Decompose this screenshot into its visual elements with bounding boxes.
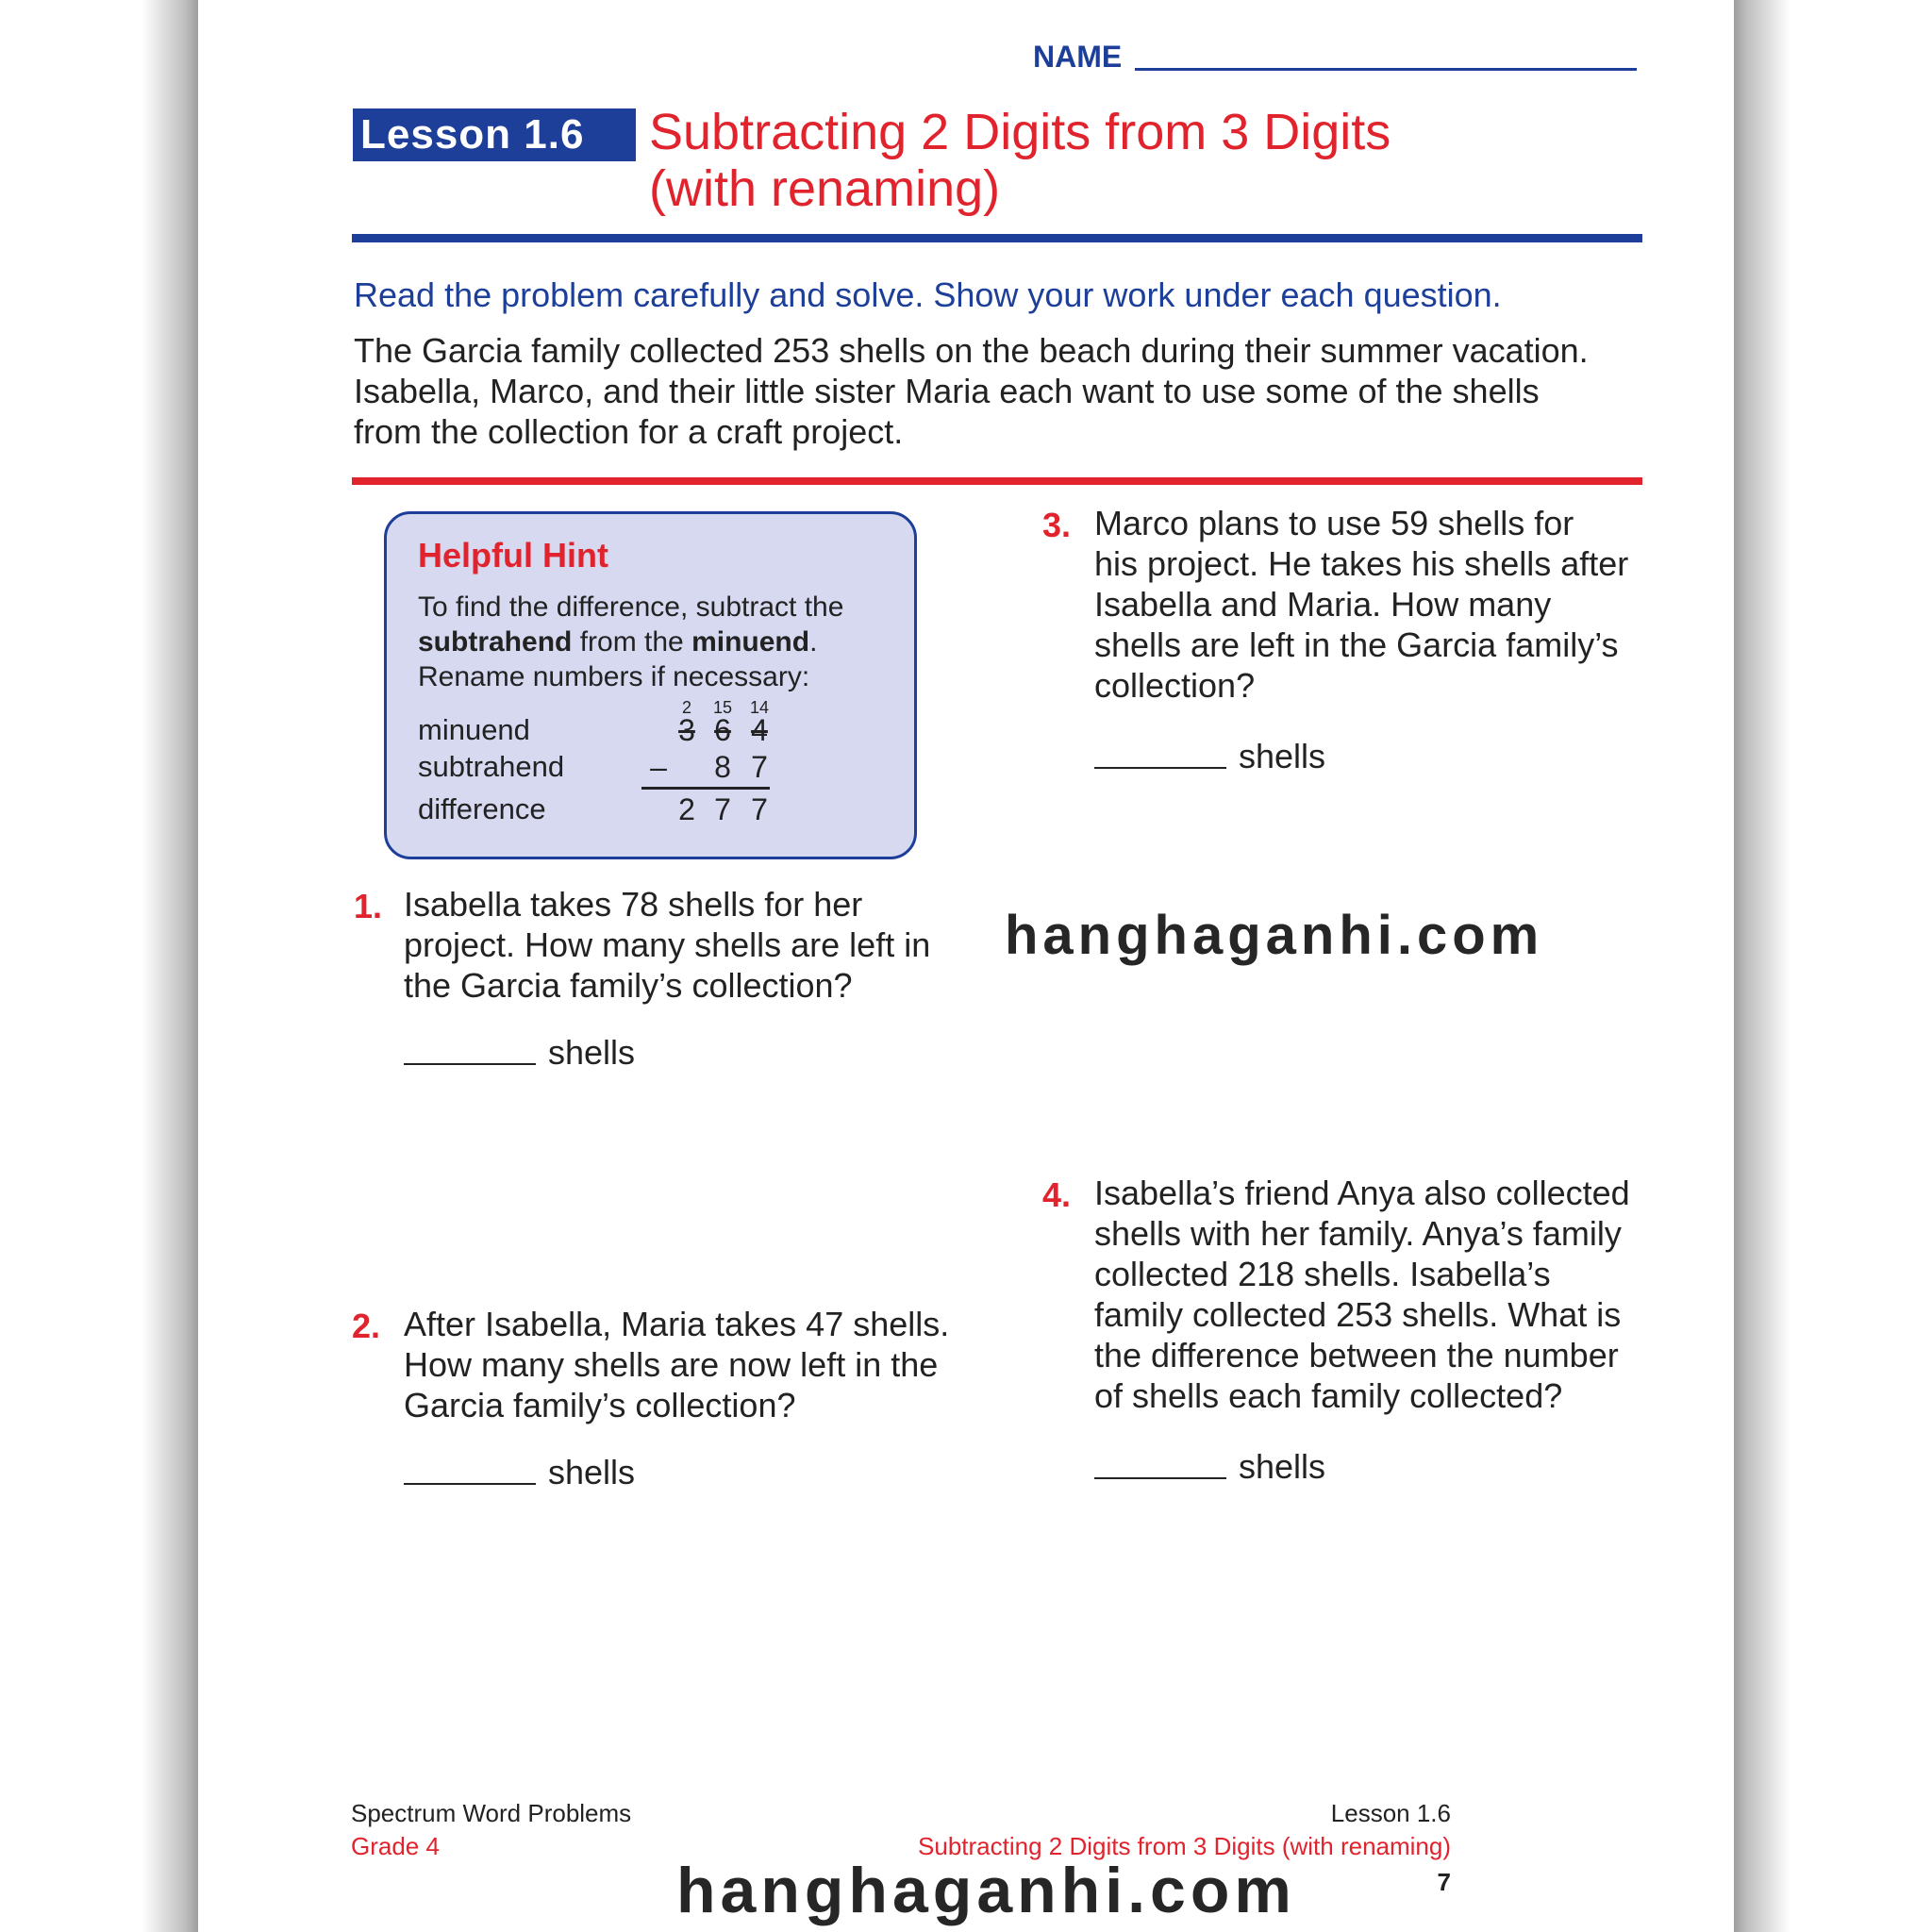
- title-line-1: Subtracting 2 Digits from 3 Digits: [649, 104, 1391, 160]
- question-2-answer-blank[interactable]: [404, 1483, 536, 1485]
- question-3-line: Isabella and Maria. How many: [1094, 585, 1552, 624]
- intro-paragraph: [354, 330, 1646, 452]
- renamed-digit-ones: 14: [749, 698, 770, 717]
- question-4-text: [1094, 1173, 1630, 1416]
- question-2-number: 2.: [352, 1307, 381, 1345]
- label-difference: difference: [418, 792, 546, 825]
- watermark-text: hanghaganhi.com: [1005, 905, 1544, 966]
- hint-bold-subtrahend: subtrahend: [418, 626, 573, 658]
- question-2-text: [404, 1304, 949, 1425]
- question-4-line: of shells each family collected?: [1094, 1376, 1563, 1415]
- footer-lesson-title: Subtracting 2 Digits from 3 Digits (with renaming): [918, 1832, 1451, 1860]
- question-3-line: his project. He takes his shells after: [1094, 544, 1629, 583]
- hint-bold-minuend: minuend: [691, 626, 810, 658]
- footer-lesson: Lesson 1.6: [1330, 1799, 1451, 1827]
- label-minuend: minuend: [418, 713, 530, 746]
- question-3-answer-blank[interactable]: [1094, 767, 1226, 769]
- difference-digit-hundreds: 2: [678, 792, 695, 826]
- footer-left: [351, 1797, 631, 1863]
- question-3-number: 3.: [1042, 506, 1072, 544]
- question-3-line: Marco plans to use 59 shells for: [1094, 504, 1574, 542]
- question-2-line: How many shells are now left in the: [404, 1345, 939, 1384]
- question-4-line: family collected 253 shells. What is: [1094, 1295, 1622, 1334]
- hint-line-1: To find the difference, subtract the: [418, 591, 844, 623]
- question-4-answer-blank[interactable]: [1094, 1477, 1226, 1479]
- lesson-badge: Lesson 1.6: [353, 108, 636, 161]
- watermark-text-footer: hanghaganhi.com: [676, 1855, 1296, 1926]
- worksheet-page: [198, 0, 1734, 1932]
- footer-series: Spectrum Word Problems: [351, 1799, 632, 1827]
- question-3-text: [1094, 503, 1628, 706]
- question-3-unit: shells: [1239, 737, 1326, 775]
- instruction-text: Read the problem carefully and solve. Show your work under each question.: [354, 275, 1502, 314]
- question-2-unit: shells: [548, 1453, 636, 1491]
- question-1-line: the Garcia family’s collection?: [404, 966, 853, 1005]
- renamed-digit-hundreds: 2: [681, 698, 691, 717]
- renamed-digit-tens: 15: [712, 698, 733, 717]
- hint-end: .: [809, 626, 818, 658]
- page-shadow-left: [0, 0, 198, 1932]
- question-4-unit: shells: [1239, 1447, 1326, 1486]
- subtrahend-digit-ones: 7: [751, 750, 768, 784]
- minuend-digit-tens: 6: [714, 713, 731, 747]
- subtraction-rule: [641, 787, 770, 790]
- question-1-line: project. How many shells are left in: [404, 925, 931, 964]
- question-1-text: [404, 884, 930, 1006]
- name-line: [1135, 68, 1637, 71]
- hint-mid: from the: [572, 626, 692, 658]
- page-title: [649, 104, 1391, 217]
- hint-line-3: Rename numbers if necessary:: [418, 661, 810, 692]
- question-2-line: After Isabella, Maria takes 47 shells.: [404, 1305, 950, 1343]
- question-3-line: shells are left in the Garcia family’s: [1094, 625, 1619, 664]
- hint-text: [418, 590, 899, 694]
- hint-line-2: [418, 625, 899, 659]
- question-1-unit: shells: [548, 1033, 636, 1072]
- minus-sign: –: [650, 750, 667, 784]
- intro-line-3: from the collection for a craft project.: [354, 412, 904, 451]
- footer-grade: Grade 4: [351, 1832, 440, 1860]
- intro-divider: [352, 477, 1642, 485]
- page-shadow-right: [1734, 0, 1932, 1932]
- footer-right: [918, 1797, 1451, 1863]
- intro-line-2: Isabella, Marco, and their little sister Maria each want to use some of the shells: [354, 372, 1540, 410]
- question-1-line: Isabella takes 78 shells for her: [404, 885, 863, 924]
- page-number: 7: [1437, 1868, 1451, 1896]
- question-4-line: the difference between the number: [1094, 1336, 1619, 1374]
- question-4-number: 4.: [1042, 1175, 1072, 1214]
- question-4-line: shells with her family. Anya’s family: [1094, 1214, 1622, 1253]
- difference-digit-ones: 7: [751, 792, 768, 826]
- title-line-2: (with renaming): [649, 160, 1001, 217]
- difference-digit-tens: 7: [714, 792, 731, 826]
- question-3-line: collection?: [1094, 666, 1256, 705]
- label-subtrahend: subtrahend: [418, 750, 565, 783]
- question-4-line: Isabella’s friend Anya also collected: [1094, 1174, 1630, 1212]
- intro-line-1: The Garcia family collected 253 shells on the beach during their summer vacation.: [354, 331, 1589, 370]
- header-divider: [352, 234, 1642, 242]
- question-4-line: collected 218 shells. Isabella’s: [1094, 1255, 1551, 1293]
- question-1-answer-blank[interactable]: [404, 1063, 536, 1065]
- hint-title: Helpful Hint: [418, 536, 608, 575]
- subtrahend-digit-tens: 8: [714, 750, 731, 784]
- minuend-digit-hundreds: 3: [678, 713, 695, 747]
- name-label: NAME: [1033, 40, 1123, 74]
- minuend-digit-ones: 4: [751, 713, 768, 747]
- question-1-number: 1.: [354, 887, 383, 925]
- question-2-line: Garcia family’s collection?: [404, 1386, 796, 1424]
